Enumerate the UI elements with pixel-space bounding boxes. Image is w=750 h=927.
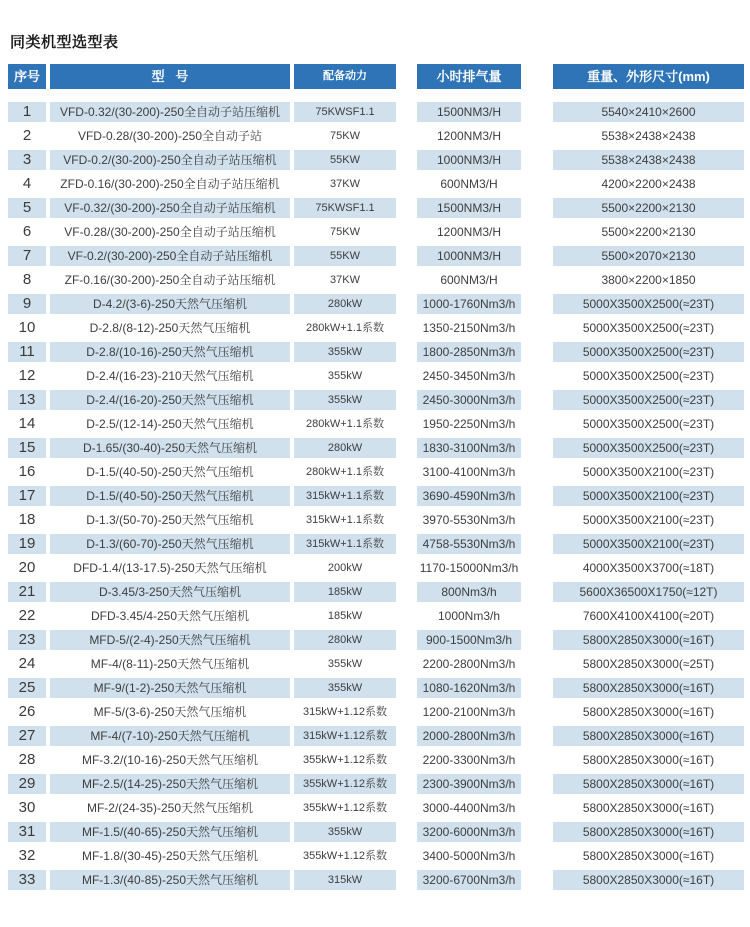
table-row xyxy=(8,462,750,482)
row-number-cell: 5 xyxy=(8,198,46,218)
power-cell: 355kW xyxy=(294,342,396,362)
power-cell: 355kW+1.12系数 xyxy=(302,754,388,766)
row-number-cell: 15 xyxy=(8,438,46,458)
row-number-cell: 1 xyxy=(8,102,46,122)
dimensions-cell: 5800X2850X3000(≈16T) xyxy=(553,678,744,698)
dimensions-cell: 5800X2850X3000(≈16T) xyxy=(553,774,744,794)
header-hourly-displacement: 小时排气量 xyxy=(417,64,521,89)
displacement-cell: 1950-2250Nm3/h xyxy=(422,417,516,431)
table-row xyxy=(8,102,750,122)
table-row xyxy=(8,294,750,314)
dimensions-cell: 5538×2438×2438 xyxy=(601,129,696,143)
model-cell: D-1.65/(30-40)-250天然气压缩机 xyxy=(50,438,290,458)
power-cell: 75KW xyxy=(330,226,360,238)
table-row xyxy=(8,246,750,266)
power-cell: 55KW xyxy=(294,150,396,170)
model-cell: MF-2.5/(14-25)-250天然气压缩机 xyxy=(50,774,290,794)
model-cell: VFD-0.28/(30-200)-250全自动子站 xyxy=(77,129,263,143)
dimensions-cell: 5000X3500X2500(≈23T) xyxy=(582,369,715,383)
dimensions-cell: 5800X2850X3000(≈16T) xyxy=(553,726,744,746)
model-cell: D-4.2/(3-6)-250天然气压缩机 xyxy=(50,294,290,314)
table-row xyxy=(8,390,750,410)
row-number-cell: 25 xyxy=(8,678,46,698)
row-number-cell: 29 xyxy=(8,774,46,794)
displacement-cell: 3200-6000Nm3/h xyxy=(417,822,521,842)
table-row xyxy=(8,606,750,626)
power-cell: 315kW+1.1系数 xyxy=(294,486,396,506)
displacement-cell: 1800-2850Nm3/h xyxy=(417,342,521,362)
power-cell: 280kW xyxy=(294,438,396,458)
header-power: 配备动力 xyxy=(294,64,396,89)
table-row xyxy=(8,630,750,650)
model-cell: MFD-5/(2-4)-250天然气压缩机 xyxy=(50,630,290,650)
displacement-cell: 2200-2800Nm3/h xyxy=(422,657,516,671)
displacement-cell: 1200-2100Nm3/h xyxy=(422,705,516,719)
row-number-cell: 28 xyxy=(18,751,36,768)
model-cell: D-1.3/(50-70)-250天然气压缩机 xyxy=(86,513,254,527)
displacement-cell: 2450-3000Nm3/h xyxy=(417,390,521,410)
power-cell: 315kW+1.1系数 xyxy=(294,534,396,554)
displacement-cell: 1080-1620Nm3/h xyxy=(417,678,521,698)
row-number-cell: 14 xyxy=(18,415,36,432)
model-cell: VF-0.28/(30-200)-250全自动子站压缩机 xyxy=(64,225,276,239)
model-cell: D-1.5/(40-50)-250天然气压缩机 xyxy=(86,465,254,479)
model-cell: MF-1.5/(40-65)-250天然气压缩机 xyxy=(50,822,290,842)
table-row xyxy=(8,582,750,602)
power-cell: 75KWSF1.1 xyxy=(294,198,396,218)
table-row xyxy=(8,318,750,338)
table-row xyxy=(8,534,750,554)
table-row xyxy=(8,774,750,794)
table-row xyxy=(8,486,750,506)
row-number-cell: 30 xyxy=(18,799,36,816)
power-cell: 55KW xyxy=(294,246,396,266)
table-row xyxy=(8,870,750,890)
model-cell: VF-0.2/(30-200)-250全自动子站压缩机 xyxy=(50,246,290,266)
table-row xyxy=(8,702,750,722)
model-cell: D-2.4/(16-23)-210天然气压缩机 xyxy=(86,369,254,383)
dimensions-cell: 5800X2850X3000(≈16T) xyxy=(582,753,715,767)
displacement-cell: 1200NM3/H xyxy=(436,225,502,239)
dimensions-cell: 5800X2850X3000(≈16T) xyxy=(582,801,715,815)
row-number-cell: 3 xyxy=(8,150,46,170)
power-cell: 280kW xyxy=(294,294,396,314)
dimensions-cell: 5000X3500X2500(≈23T) xyxy=(582,321,715,335)
power-cell: 280kW+1.1系数 xyxy=(306,322,384,334)
table-row xyxy=(8,798,750,818)
row-number-cell: 12 xyxy=(18,367,36,384)
power-cell: 200kW xyxy=(327,562,363,574)
row-number-cell: 31 xyxy=(8,822,46,842)
model-cell: MF-9/(1-2)-250天然气压缩机 xyxy=(50,678,290,698)
model-cell: ZF-0.16/(30-200)-250全自动子站压缩机 xyxy=(64,273,276,287)
power-cell: 280kW+1.1系数 xyxy=(306,418,384,430)
displacement-cell: 1000NM3/H xyxy=(417,246,521,266)
table-row xyxy=(8,822,750,842)
power-cell: 280kW+1.1系数 xyxy=(306,466,384,478)
row-number-cell: 11 xyxy=(8,342,46,362)
displacement-cell: 900-1500Nm3/h xyxy=(417,630,521,650)
table-row xyxy=(8,510,750,530)
dimensions-cell: 5800X2850X3000(≈16T) xyxy=(553,822,744,842)
table-row xyxy=(8,654,750,674)
table-row xyxy=(8,846,750,866)
row-number-cell: 32 xyxy=(18,847,36,864)
row-number-cell: 23 xyxy=(8,630,46,650)
model-cell: D-2.8/(8-12)-250天然气压缩机 xyxy=(89,321,251,335)
model-cell: D-1.3/(60-70)-250天然气压缩机 xyxy=(50,534,290,554)
displacement-cell: 1350-2150Nm3/h xyxy=(422,321,516,335)
table-row xyxy=(8,414,750,434)
power-cell: 315kW xyxy=(294,870,396,890)
row-number-cell: 22 xyxy=(18,607,36,624)
table-row xyxy=(8,558,750,578)
model-cell: MF-5/(3-6)-250天然气压缩机 xyxy=(93,705,247,719)
dimensions-cell: 5800X2850X3000(≈16T) xyxy=(553,630,744,650)
displacement-cell: 3100-4100Nm3/h xyxy=(422,465,516,479)
displacement-cell: 1500NM3/H xyxy=(417,102,521,122)
table-row xyxy=(8,726,750,746)
dimensions-cell: 5000X3500X2500(≈23T) xyxy=(553,342,744,362)
dimensions-cell: 5000X3500X2500(≈23T) xyxy=(553,438,744,458)
model-cell: D-2.4/(16-20)-250天然气压缩机 xyxy=(50,390,290,410)
model-cell: D-2.8/(10-16)-250天然气压缩机 xyxy=(50,342,290,362)
table-row xyxy=(8,150,750,170)
model-cell: D-1.5/(40-50)-250天然气压缩机 xyxy=(50,486,290,506)
row-number-cell: 16 xyxy=(18,463,36,480)
table-row xyxy=(8,678,750,698)
power-cell: 355kW xyxy=(294,390,396,410)
dimensions-cell: 5540×2410×2600 xyxy=(553,102,744,122)
displacement-cell: 800Nm3/h xyxy=(417,582,521,602)
dimensions-cell: 4200×2200×2438 xyxy=(601,177,696,191)
displacement-cell: 1500NM3/H xyxy=(417,198,521,218)
model-cell: VF-0.32/(30-200)-250全自动子站压缩机 xyxy=(50,198,290,218)
row-number-cell: 13 xyxy=(8,390,46,410)
dimensions-cell: 5600X36500X1750(≈12T) xyxy=(553,582,744,602)
displacement-cell: 3970-5530Nm3/h xyxy=(422,513,516,527)
dimensions-cell: 5000X3500X2100(≈23T) xyxy=(553,486,744,506)
model-cell: VFD-0.2/(30-200)-250全自动子站压缩机 xyxy=(50,150,290,170)
displacement-cell: 600NM3/H xyxy=(440,177,498,191)
displacement-cell: 3690-4590Nm3/h xyxy=(417,486,521,506)
row-number-cell: 33 xyxy=(8,870,46,890)
model-cell: MF-3.2/(10-16)-250天然气压缩机 xyxy=(81,753,259,767)
dimensions-cell: 5800X2850X3000(≈16T) xyxy=(553,870,744,890)
table-row xyxy=(8,126,750,146)
table-row xyxy=(8,342,750,362)
row-number-cell: 19 xyxy=(8,534,46,554)
table-header-row xyxy=(8,64,750,89)
dimensions-cell: 5000X3500X2500(≈23T) xyxy=(553,294,744,314)
power-cell: 355kW xyxy=(294,822,396,842)
dimensions-cell: 5000X3500X2500(≈23T) xyxy=(553,390,744,410)
dimensions-cell: 5000X3500X2100(≈23T) xyxy=(582,465,715,479)
model-selection-table xyxy=(8,64,750,890)
row-number-cell: 24 xyxy=(18,655,36,672)
row-number-cell: 21 xyxy=(8,582,46,602)
dimensions-cell: 5500×2200×2130 xyxy=(601,225,696,239)
table-row xyxy=(8,270,750,290)
dimensions-cell: 5000X3500X2100(≈23T) xyxy=(553,534,744,554)
row-number-cell: 10 xyxy=(18,319,36,336)
power-cell: 185kW xyxy=(327,610,363,622)
power-cell: 355kW xyxy=(327,370,363,382)
power-cell: 37KW xyxy=(330,178,360,190)
row-number-cell: 18 xyxy=(18,511,36,528)
dimensions-cell: 5000X3500X2100(≈23T) xyxy=(582,513,715,527)
power-cell: 355kW+1.12系数 xyxy=(294,774,396,794)
power-cell: 75KW xyxy=(330,130,360,142)
dimensions-cell: 4000X3500X3700(≈18T) xyxy=(582,561,715,575)
row-number-cell: 26 xyxy=(18,703,36,720)
row-number-cell: 8 xyxy=(22,271,32,288)
power-cell: 37KW xyxy=(330,274,360,286)
header-model: 型 号 xyxy=(50,64,290,89)
table-row xyxy=(8,438,750,458)
model-cell: D-3.45/3-250天然气压缩机 xyxy=(50,582,290,602)
displacement-cell: 1000NM3/H xyxy=(417,150,521,170)
row-number-cell: 17 xyxy=(8,486,46,506)
table-row xyxy=(8,222,750,242)
model-cell: DFD-1.4/(13-17.5)-250天然气压缩机 xyxy=(73,561,267,575)
displacement-cell: 4758-5530Nm3/h xyxy=(417,534,521,554)
row-number-cell: 7 xyxy=(8,246,46,266)
power-cell: 185kW xyxy=(294,582,396,602)
header-weight-dimensions: 重量、外形尺寸(mm) xyxy=(553,64,744,89)
power-cell: 355kW+1.12系数 xyxy=(302,802,388,814)
displacement-cell: 1200NM3/H xyxy=(436,129,502,143)
dimensions-cell: 5800X2850X3000(≈16T) xyxy=(582,849,715,863)
row-number-cell: 6 xyxy=(22,223,32,240)
dimensions-cell: 5538×2438×2438 xyxy=(553,150,744,170)
model-cell: MF-1.3/(40-85)-250天然气压缩机 xyxy=(50,870,290,890)
model-cell: MF-4/(7-10)-250天然气压缩机 xyxy=(50,726,290,746)
model-cell: MF-4/(8-11)-250天然气压缩机 xyxy=(90,657,250,671)
model-cell: ZFD-0.16/(30-200)-250全自动子站压缩机 xyxy=(60,177,280,191)
power-cell: 355kW xyxy=(294,678,396,698)
power-cell: 280kW xyxy=(294,630,396,650)
table-row xyxy=(8,750,750,770)
power-cell: 315kW+1.12系数 xyxy=(294,726,396,746)
dimensions-cell: 5800X2850X3000(≈16T) xyxy=(582,705,715,719)
displacement-cell: 3200-6700Nm3/h xyxy=(417,870,521,890)
dimensions-cell: 5500×2070×2130 xyxy=(553,246,744,266)
displacement-cell: 2300-3900Nm3/h xyxy=(417,774,521,794)
displacement-cell: 1000-1760Nm3/h xyxy=(417,294,521,314)
power-cell: 315kW+1.1系数 xyxy=(306,514,384,526)
displacement-cell: 1170-15000Nm3/h xyxy=(419,561,519,575)
dimensions-cell: 3800×2200×1850 xyxy=(601,273,696,287)
displacement-cell: 2200-3300Nm3/h xyxy=(422,753,516,767)
row-number-cell: 9 xyxy=(8,294,46,314)
table-row xyxy=(8,366,750,386)
model-cell: D-2.5/(12-14)-250天然气压缩机 xyxy=(86,417,254,431)
model-cell: DFD-3.45/4-250天然气压缩机 xyxy=(90,609,250,623)
header-serial-number: 序号 xyxy=(8,64,46,89)
dimensions-cell: 5500×2200×2130 xyxy=(553,198,744,218)
table-row xyxy=(8,174,750,194)
row-number-cell: 4 xyxy=(22,175,32,192)
row-number-cell: 27 xyxy=(8,726,46,746)
table-body xyxy=(8,102,750,890)
displacement-cell: 3400-5000Nm3/h xyxy=(422,849,516,863)
model-cell: VFD-0.32/(30-200)-250全自动子站压缩机 xyxy=(50,102,290,122)
row-number-cell: 20 xyxy=(18,559,36,576)
page-title: 同类机型选型表 xyxy=(10,34,119,51)
row-number-cell: 2 xyxy=(22,127,32,144)
power-cell: 75KWSF1.1 xyxy=(294,102,396,122)
displacement-cell: 3000-4400Nm3/h xyxy=(422,801,516,815)
table-row xyxy=(8,198,750,218)
displacement-cell: 2450-3450Nm3/h xyxy=(422,369,516,383)
model-cell: MF-2/(24-35)-250天然气压缩机 xyxy=(86,801,254,815)
power-cell: 355kW xyxy=(327,658,363,670)
dimensions-cell: 5000X3500X2500(≈23T) xyxy=(582,417,715,431)
power-cell: 315kW+1.12系数 xyxy=(302,706,388,718)
displacement-cell: 600NM3/H xyxy=(440,273,498,287)
power-cell: 355kW+1.12系数 xyxy=(302,850,388,862)
displacement-cell: 1830-3100Nm3/h xyxy=(417,438,521,458)
displacement-cell: 2000-2800Nm3/h xyxy=(417,726,521,746)
model-cell: MF-1.8/(30-45)-250天然气压缩机 xyxy=(81,849,259,863)
dimensions-cell: 5800X2850X3000(≈25T) xyxy=(582,657,715,671)
displacement-cell: 1000Nm3/h xyxy=(437,609,501,623)
dimensions-cell: 7600X4100X4100(≈20T) xyxy=(582,609,715,623)
